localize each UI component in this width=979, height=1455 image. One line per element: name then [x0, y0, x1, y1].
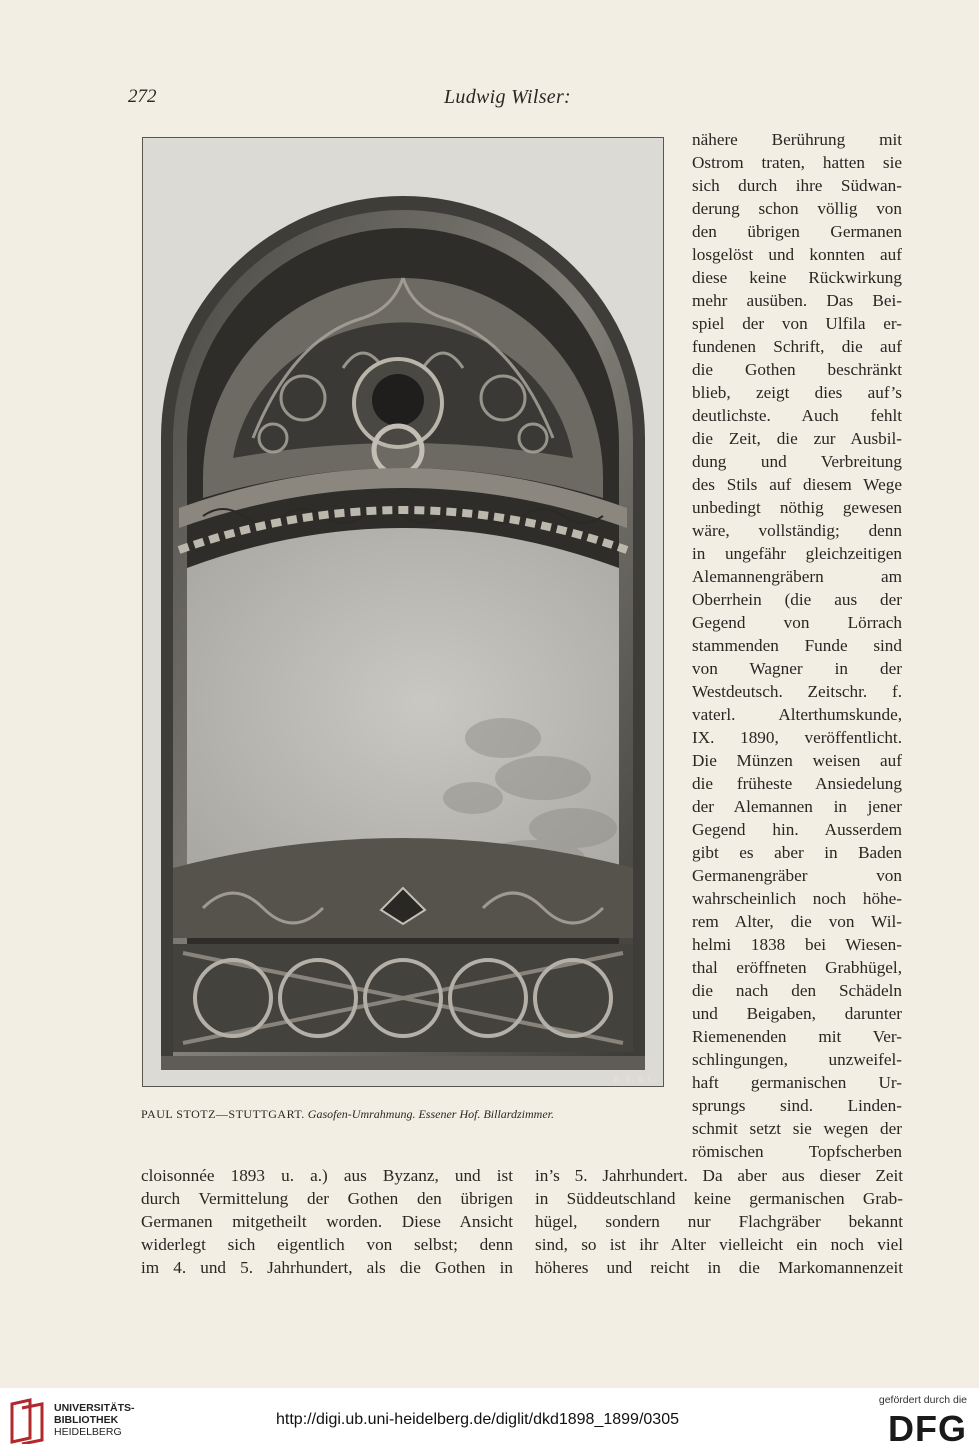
text-line: Germanengräber von [692, 866, 902, 885]
text-line: nähere Berührung mit [692, 130, 902, 149]
library-name[interactable] [54, 1402, 135, 1438]
text-line: in Süddeutschland keine germanischen Grab- [535, 1189, 903, 1208]
text-line: sprungs sind. Linden- [692, 1096, 902, 1115]
text-line: cloisonnée 1893 u. a.) aus Byzanz, und ist [141, 1166, 513, 1185]
text-line: die Zeit, die zur Ausbil- [692, 429, 902, 448]
text-line: des Stils auf diesem Wege [692, 475, 902, 494]
text-line: fundenen Schrift, die auf [692, 337, 902, 356]
text-line: in ungefähr gleichzeitigen [692, 544, 902, 563]
text-line: helmi 1838 bei Wiesen- [692, 935, 902, 954]
text-line: der Alemannen in jener [692, 797, 902, 816]
text-line: sich durch ihre Südwan- [692, 176, 902, 195]
text-line: die nach den Schädeln [692, 981, 902, 1000]
text-line: losgelöst und konnten auf [692, 245, 902, 264]
text-line: von Wagner in der [692, 659, 902, 678]
text-line: wäre, vollständig; denn [692, 521, 902, 540]
text-line: und Beigaben, darunter [692, 1004, 902, 1023]
text-line: Gegend von Lörrach [692, 613, 902, 632]
text-line: mehr ausüben. Das Bei- [692, 291, 902, 310]
bottom-right-column [535, 1164, 903, 1279]
text-line: blieb, zeigt dies auf’s [692, 383, 902, 402]
text-line: die Gothen beschränkt [692, 360, 902, 379]
library-name-line1: UNIVERSITÄTS- [54, 1402, 135, 1414]
text-line: stammenden Funde sind [692, 636, 902, 655]
text-line: im 4. und 5. Jahrhundert, als die Gothen in [141, 1258, 513, 1277]
running-head [0, 86, 979, 116]
library-name-line3: HEIDELBERG [54, 1426, 122, 1438]
text-line: höheres und reicht in die Markomannenzeit [535, 1258, 903, 1277]
running-title: Ludwig Wilser: [444, 86, 571, 108]
gas-stove-frame-illustration [143, 138, 663, 1086]
text-line: schlingungen, unzweifel- [692, 1050, 902, 1069]
dfg-logo[interactable]: DFG [888, 1408, 967, 1449]
text-line: schmit setzt sie wegen der [692, 1119, 902, 1138]
text-line: dung und Verbreitung [692, 452, 902, 471]
text-line: spiel der von Ulfila er- [692, 314, 902, 333]
text-line: Die Münzen weisen auf [692, 751, 902, 770]
text-line: Alemannengräbern am [692, 567, 902, 586]
text-line: vaterl. Alterthumskunde, [692, 705, 902, 724]
caption-author: PAUL STOTZ—STUTTGART. [141, 1107, 305, 1121]
text-line: Oberrhein (die aus der [692, 590, 902, 609]
text-line: deutlichste. Auch fehlt [692, 406, 902, 425]
caption-title: Gasofen-Umrahmung. Essener Hof. Billardzimmer. [307, 1107, 555, 1121]
permalink-url[interactable]: http://digi.ub.uni-heidelberg.de/diglit/dkd1898_1899/0305 [276, 1411, 679, 1428]
bottom-left-column [141, 1164, 513, 1279]
text-line: derung schon völlig von [692, 199, 902, 218]
engraver-mark: B. S. & C. [613, 1075, 657, 1084]
text-line: gibt es aber in Baden [692, 843, 902, 862]
text-line: Westdeutsch. Zeitschr. f. [692, 682, 902, 701]
figure-caption [141, 1107, 681, 1122]
text-line: unbedingt nöthig gewesen [692, 498, 902, 517]
text-line: IX. 1890, veröffentlicht. [692, 728, 902, 747]
text-line: Germanen mitgetheilt worden. Diese Ansicht [141, 1212, 513, 1231]
text-line: hügel, sondern nur Flachgräber bekannt [535, 1212, 903, 1231]
text-line: durch Vermittelung der Gothen den übrigen [141, 1189, 513, 1208]
text-line: in’s 5. Jahrhundert. Da aber aus dieser Zeit [535, 1166, 903, 1185]
text-line: römischen Topfscherben [692, 1142, 902, 1161]
text-line: Ostrom traten, hatten sie [692, 153, 902, 172]
text-line: Riemenenden mit Ver- [692, 1027, 902, 1046]
page-number: 272 [128, 86, 157, 107]
text-line: den übrigen Germanen [692, 222, 902, 241]
text-line: die früheste Ansiedelung [692, 774, 902, 793]
side-column-text [692, 128, 902, 1163]
funder-label: gefördert durch die [878, 1394, 967, 1406]
library-name-line2: BIBLIOTHEK [54, 1414, 119, 1426]
illustration-plate [142, 137, 664, 1087]
text-line: diese keine Rückwirkung [692, 268, 902, 287]
text-line: thal eröffneten Grabhügel, [692, 958, 902, 977]
text-line: sind, so ist ihr Alter vielleicht ein noch viel [535, 1235, 903, 1254]
text-line: widerlegt sich eigentlich von selbst; denn [141, 1235, 513, 1254]
text-line: rem Alter, die von Wil- [692, 912, 902, 931]
viewer-footer [0, 1388, 979, 1455]
text-line: Gegend hin. Ausserdem [692, 820, 902, 839]
text-line: wahrscheinlich noch höhe- [692, 889, 902, 908]
university-library-logo-icon[interactable] [8, 1398, 46, 1444]
text-line: haft germanischen Ur- [692, 1073, 902, 1092]
